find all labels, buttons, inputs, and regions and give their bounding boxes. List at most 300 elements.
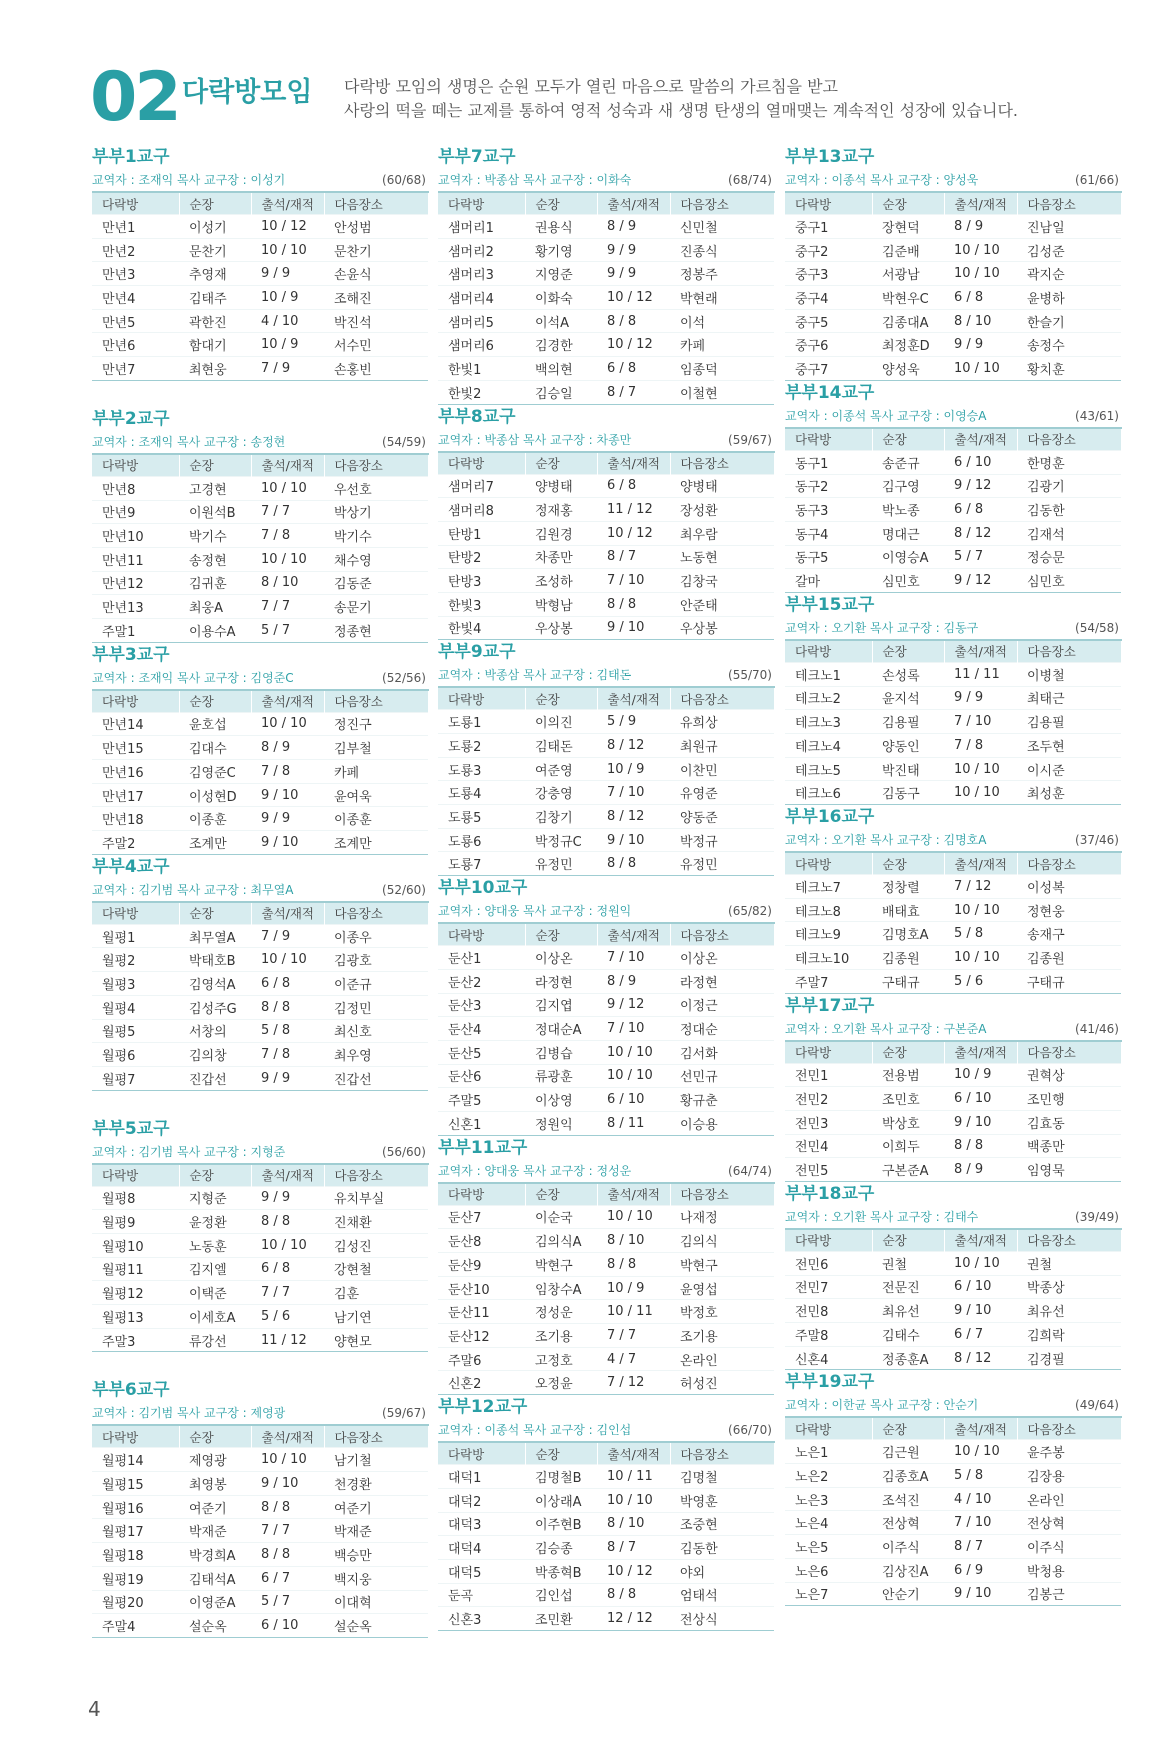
column-header: 출석/재적	[597, 1183, 670, 1206]
cell-next-place: 정현웅	[1017, 898, 1121, 922]
table-row	[438, 828, 774, 852]
cell-next-place: 신민철	[670, 215, 774, 239]
cell-next-place: 김정민	[324, 995, 428, 1019]
group-table	[785, 851, 1122, 993]
cell-leader: 김동구	[872, 781, 944, 805]
group-attendance-total: (64/74)	[728, 1163, 772, 1178]
parish-group	[438, 1136, 774, 1396]
cell-leader: 지형준	[179, 1186, 251, 1210]
parish-group	[785, 994, 1121, 1182]
cell-next-place: 이병철	[1017, 662, 1121, 686]
cell-room: 만년4	[92, 286, 179, 310]
table-row	[92, 972, 428, 996]
column-header: 출석/재적	[251, 454, 324, 477]
cell-next-place: 온라인	[670, 1347, 774, 1371]
table-row	[438, 1276, 774, 1300]
column-header: 출석/재적	[944, 428, 1017, 451]
group-info	[785, 829, 1121, 851]
cell-room: 주말7	[785, 969, 872, 993]
group-info	[92, 169, 428, 191]
group-table	[438, 1441, 775, 1631]
cell-room: 둔산5	[438, 1040, 525, 1064]
cell-leader: 지영준	[525, 262, 597, 286]
section-number: 02	[90, 58, 179, 137]
cell-leader: 김명호A	[872, 922, 944, 946]
parish-group	[92, 643, 428, 855]
cell-attendance: 5 / 8	[944, 922, 1017, 946]
cell-room: 테크노4	[785, 734, 872, 758]
cell-room: 전민6	[785, 1251, 872, 1275]
cell-leader: 김근원	[872, 1440, 944, 1464]
cell-attendance: 6 / 10	[251, 1614, 324, 1638]
column-header: 다락방	[438, 923, 525, 946]
group-table	[438, 451, 775, 641]
cell-next-place: 박현래	[670, 286, 774, 310]
cell-next-place: 박종상	[1017, 1275, 1121, 1299]
cell-room: 주말3	[92, 1328, 179, 1352]
cell-next-place: 최우람	[670, 521, 774, 545]
column-header: 순장	[179, 690, 251, 713]
cell-attendance: 10 / 10	[944, 238, 1017, 262]
cell-room: 전민8	[785, 1299, 872, 1323]
cell-attendance: 10 / 10	[251, 476, 324, 500]
cell-leader: 제영광	[179, 1448, 251, 1472]
column-header: 다락방	[438, 192, 525, 215]
cell-room: 월평16	[92, 1495, 179, 1519]
cell-leader: 황기영	[525, 238, 597, 262]
cell-attendance: 9 / 9	[944, 686, 1017, 710]
cell-attendance: 8 / 8	[597, 1583, 670, 1607]
cell-leader: 차종만	[525, 545, 597, 569]
cell-room: 월평11	[92, 1257, 179, 1281]
cell-leader: 이성기	[179, 215, 251, 239]
cell-room: 테크노8	[785, 898, 872, 922]
cell-next-place: 양병태	[670, 474, 774, 498]
cell-leader: 이상온	[525, 946, 597, 970]
cell-room: 전민5	[785, 1158, 872, 1182]
column-header: 순장	[525, 687, 597, 710]
cell-leader: 우상봉	[525, 616, 597, 640]
table-row	[92, 1472, 428, 1496]
table-row	[92, 595, 428, 619]
table-row	[438, 1253, 774, 1277]
group-table	[92, 191, 429, 381]
column-header: 다음장소	[1017, 1417, 1121, 1440]
table-row	[785, 734, 1121, 758]
table-row	[438, 1111, 774, 1135]
group-table	[92, 1163, 429, 1353]
cell-room: 만년8	[92, 476, 179, 500]
cell-leader: 이상래A	[525, 1488, 597, 1512]
column-header: 순장	[179, 192, 251, 215]
cell-room: 월평15	[92, 1472, 179, 1496]
parish-group	[785, 145, 1121, 381]
table-row	[785, 357, 1121, 381]
cell-attendance: 8 / 8	[944, 1134, 1017, 1158]
cell-next-place: 양현모	[324, 1328, 428, 1352]
cell-leader: 김승종	[525, 1536, 597, 1560]
cell-room: 월평5	[92, 1019, 179, 1043]
group-leaders: 교역자 : 조재익 목사 교구장 : 김영준C	[92, 670, 294, 685]
cell-leader: 김태주	[179, 286, 251, 310]
column-header: 출석/재적	[944, 640, 1017, 663]
column-header: 순장	[525, 1183, 597, 1206]
cell-leader: 함대기	[179, 333, 251, 357]
column-header: 출석/재적	[597, 687, 670, 710]
group-info	[785, 405, 1121, 427]
cell-next-place: 유영준	[670, 781, 774, 805]
group-info	[92, 879, 428, 901]
group-attendance-total: (54/58)	[1075, 620, 1119, 635]
cell-attendance: 10 / 10	[944, 1440, 1017, 1464]
column-header: 순장	[179, 454, 251, 477]
column-header: 순장	[179, 1425, 251, 1448]
table-row	[92, 286, 428, 310]
cell-room: 만년2	[92, 238, 179, 262]
cell-leader: 이용수A	[179, 618, 251, 642]
cell-next-place: 김동한	[670, 1536, 774, 1560]
cell-next-place: 이종훈	[324, 807, 428, 831]
cell-attendance: 8 / 12	[597, 734, 670, 758]
table-row	[785, 946, 1121, 970]
group-table	[785, 1040, 1122, 1182]
table-row	[92, 712, 428, 736]
cell-leader: 김종원	[872, 946, 944, 970]
cell-attendance: 10 / 9	[597, 1276, 670, 1300]
cell-next-place: 윤주봉	[1017, 1440, 1121, 1464]
cell-attendance: 7 / 12	[944, 875, 1017, 899]
column-header: 순장	[872, 1229, 944, 1252]
cell-next-place: 조두현	[1017, 734, 1121, 758]
table-row	[438, 993, 774, 1017]
table-row	[785, 333, 1121, 357]
cell-attendance: 10 / 12	[251, 215, 324, 239]
cell-attendance: 6 / 10	[944, 1275, 1017, 1299]
cell-next-place: 김봉근	[1017, 1582, 1121, 1606]
table-row	[785, 898, 1121, 922]
cell-leader: 김종대A	[872, 309, 944, 333]
cell-next-place: 황치훈	[1017, 357, 1121, 381]
cell-next-place: 심민호	[1017, 569, 1121, 593]
group-title: 부부11교구	[438, 1137, 528, 1158]
cell-next-place: 이승용	[670, 1111, 774, 1135]
cell-attendance: 9 / 9	[944, 333, 1017, 357]
cell-attendance: 7 / 7	[251, 1281, 324, 1305]
cell-next-place: 천경환	[324, 1472, 428, 1496]
cell-leader: 김태돈	[525, 734, 597, 758]
group-title: 부부2교구	[92, 408, 170, 429]
cell-room: 만년18	[92, 807, 179, 831]
column-header: 출석/재적	[597, 923, 670, 946]
cell-attendance: 5 / 9	[597, 710, 670, 734]
group-attendance-total: (41/46)	[1075, 1021, 1119, 1036]
table-row	[785, 1558, 1121, 1582]
table-header-row	[438, 452, 774, 475]
cell-next-place: 구태규	[1017, 969, 1121, 993]
cell-leader: 장현덕	[872, 215, 944, 239]
cell-next-place: 이성복	[1017, 875, 1121, 899]
cell-room: 중구4	[785, 286, 872, 310]
column-header: 다음장소	[670, 687, 774, 710]
cell-attendance: 8 / 10	[597, 1512, 670, 1536]
group-title: 부부1교구	[92, 147, 170, 167]
column-header: 출석/재적	[251, 690, 324, 713]
table-header-row	[785, 852, 1121, 875]
group-info	[438, 169, 774, 191]
cell-attendance: 4 / 7	[597, 1347, 670, 1371]
cell-leader: 최정훈D	[872, 333, 944, 357]
cell-leader: 최유선	[872, 1299, 944, 1323]
table-row	[92, 948, 428, 972]
cell-room: 테크노10	[785, 946, 872, 970]
table-row	[785, 1582, 1121, 1606]
table-row	[785, 1299, 1121, 1323]
cell-next-place: 박정규	[670, 828, 774, 852]
table-row	[785, 1087, 1121, 1111]
cell-attendance: 7 / 9	[251, 357, 324, 381]
table-row	[785, 781, 1121, 805]
table-row	[785, 1134, 1121, 1158]
parish-group	[785, 593, 1121, 805]
table-header-row	[92, 1425, 428, 1448]
cell-room: 월평20	[92, 1590, 179, 1614]
cell-leader: 이택준	[179, 1281, 251, 1305]
cell-next-place: 손홍빈	[324, 357, 428, 381]
cell-room: 테크노6	[785, 781, 872, 805]
table-row	[785, 1346, 1121, 1370]
cell-next-place: 조계만	[324, 831, 428, 855]
cell-attendance: 10 / 10	[944, 946, 1017, 970]
table-header-row	[785, 1229, 1121, 1252]
group-info	[438, 1419, 774, 1441]
cell-leader: 조석진	[872, 1487, 944, 1511]
table-row	[92, 783, 428, 807]
cell-room: 노은2	[785, 1464, 872, 1488]
cell-attendance: 8 / 7	[597, 380, 670, 404]
cell-next-place: 유치부실	[324, 1186, 428, 1210]
group-leaders: 교역자 : 오기환 목사 교구장 : 김태수	[785, 1209, 979, 1224]
cell-leader: 박진태	[872, 757, 944, 781]
cell-next-place: 이대혁	[324, 1590, 428, 1614]
table-row	[438, 1465, 774, 1489]
cell-room: 대덕3	[438, 1512, 525, 1536]
table-row	[438, 1371, 774, 1395]
cell-attendance: 9 / 9	[251, 1186, 324, 1210]
parish-group	[785, 805, 1121, 993]
cell-leader: 김태수	[872, 1323, 944, 1347]
cell-next-place: 김광호	[324, 948, 428, 972]
cell-leader: 고정호	[525, 1347, 597, 1371]
table-row	[92, 357, 428, 381]
table-row	[785, 545, 1121, 569]
cell-attendance: 7 / 8	[944, 734, 1017, 758]
cell-next-place: 박진석	[324, 309, 428, 333]
cell-attendance: 9 / 9	[597, 262, 670, 286]
cell-room: 동구2	[785, 474, 872, 498]
group-attendance-total: (60/68)	[382, 173, 426, 187]
table-header-row	[438, 1442, 774, 1465]
cell-leader: 명대근	[872, 521, 944, 545]
cell-attendance: 6 / 8	[597, 474, 670, 498]
column-right	[785, 145, 1121, 1606]
column-header: 다락방	[92, 192, 179, 215]
cell-leader: 박태호B	[179, 948, 251, 972]
cell-room: 샘머리4	[438, 286, 525, 310]
cell-leader: 김대수	[179, 736, 251, 760]
table-row	[438, 1512, 774, 1536]
table-row	[785, 922, 1121, 946]
column-header: 출석/재적	[944, 1041, 1017, 1064]
group-title: 부부10교구	[438, 878, 528, 899]
cell-next-place: 야외	[670, 1559, 774, 1583]
cell-attendance: 6 / 8	[251, 972, 324, 996]
cell-next-place: 김효동	[1017, 1110, 1121, 1134]
group-leaders: 교역자 : 오기환 목사 교구장 : 구본준A	[785, 1021, 987, 1036]
cell-next-place: 김명철	[670, 1465, 774, 1489]
cell-attendance: 7 / 10	[597, 946, 670, 970]
cell-next-place: 이찬민	[670, 757, 774, 781]
cell-leader: 송준규	[872, 450, 944, 474]
cell-leader: 김창기	[525, 805, 597, 829]
cell-next-place: 송재구	[1017, 922, 1121, 946]
cell-leader: 박상호	[872, 1110, 944, 1134]
cell-attendance: 10 / 10	[944, 781, 1017, 805]
table-row	[785, 474, 1121, 498]
cell-attendance: 8 / 8	[597, 852, 670, 876]
cell-leader: 구태규	[872, 969, 944, 993]
cell-leader: 이영준A	[179, 1590, 251, 1614]
cell-next-place: 권혁상	[1017, 1063, 1121, 1087]
cell-next-place: 진갑선	[324, 1066, 428, 1090]
table-row	[92, 924, 428, 948]
table-row	[438, 616, 774, 640]
cell-room: 샘머리2	[438, 238, 525, 262]
cell-room: 노은1	[785, 1440, 872, 1464]
cell-attendance: 7 / 10	[597, 1017, 670, 1041]
cell-leader: 배태효	[872, 898, 944, 922]
parish-group	[438, 1395, 774, 1631]
cell-attendance: 10 / 11	[597, 1300, 670, 1324]
cell-leader: 노동훈	[179, 1233, 251, 1257]
cell-next-place: 여준기	[324, 1495, 428, 1519]
cell-attendance: 9 / 10	[251, 831, 324, 855]
cell-next-place: 김경필	[1017, 1346, 1121, 1370]
cell-next-place: 송정수	[1017, 333, 1121, 357]
table-row	[785, 286, 1121, 310]
group-leaders: 교역자 : 오기환 목사 교구장 : 김명호A	[785, 833, 987, 848]
cell-leader: 김준배	[872, 238, 944, 262]
cell-attendance: 8 / 8	[597, 592, 670, 616]
cell-next-place: 설순옥	[324, 1614, 428, 1638]
group-info	[438, 429, 774, 451]
cell-room: 만년7	[92, 357, 179, 381]
cell-leader: 박현우C	[872, 286, 944, 310]
parish-group	[438, 640, 774, 876]
cell-attendance: 8 / 12	[597, 805, 670, 829]
group-table	[92, 901, 429, 1091]
table-header-row	[438, 923, 774, 946]
cell-room: 샘머리3	[438, 262, 525, 286]
table-header-row	[92, 690, 428, 713]
cell-room: 둔산2	[438, 969, 525, 993]
cell-attendance: 10 / 12	[597, 286, 670, 310]
group-table	[785, 1416, 1122, 1606]
cell-room: 만년15	[92, 736, 179, 760]
cell-room: 전민4	[785, 1134, 872, 1158]
cell-leader: 전문진	[872, 1275, 944, 1299]
cell-attendance: 10 / 12	[597, 333, 670, 357]
column-header: 다락방	[92, 1164, 179, 1187]
cell-room: 둔산3	[438, 993, 525, 1017]
column-header: 다음장소	[1017, 1041, 1121, 1064]
column-header: 출석/재적	[944, 1229, 1017, 1252]
column-header: 다음장소	[670, 1442, 774, 1465]
cell-attendance: 10 / 10	[251, 1448, 324, 1472]
table-row	[785, 238, 1121, 262]
cell-room: 노은5	[785, 1535, 872, 1559]
cell-attendance: 8 / 9	[944, 215, 1017, 239]
cell-next-place: 강현철	[324, 1257, 428, 1281]
table-header-row	[92, 902, 428, 925]
cell-attendance: 10 / 9	[251, 286, 324, 310]
cell-attendance: 8 / 10	[597, 1229, 670, 1253]
cell-leader: 설순옥	[179, 1614, 251, 1638]
column-header: 다락방	[785, 1229, 872, 1252]
group-leaders: 교역자 : 김기범 목사 교구장 : 최무열A	[92, 882, 294, 897]
table-row	[92, 1590, 428, 1614]
cell-leader: 이상영	[525, 1088, 597, 1112]
group-leaders: 교역자 : 조재익 목사 교구장 : 송정현	[92, 434, 286, 449]
group-leaders: 교역자 : 박종삼 목사 교구장 : 이화숙	[438, 173, 632, 187]
cell-room: 도룡1	[438, 710, 525, 734]
group-attendance-total: (59/67)	[728, 432, 772, 447]
cell-room: 대덕4	[438, 1536, 525, 1560]
cell-attendance: 10 / 11	[597, 1465, 670, 1489]
table-row	[785, 1464, 1121, 1488]
cell-leader: 양동인	[872, 734, 944, 758]
group-table	[438, 1182, 775, 1396]
cell-attendance: 6 / 8	[944, 286, 1017, 310]
cell-room: 월평1	[92, 924, 179, 948]
cell-next-place: 박영훈	[670, 1488, 774, 1512]
parish-group	[438, 876, 774, 1136]
table-row	[785, 262, 1121, 286]
section-description	[344, 75, 1018, 123]
cell-attendance: 9 / 12	[944, 474, 1017, 498]
cell-next-place: 이종우	[324, 924, 428, 948]
cell-room: 동구1	[785, 450, 872, 474]
group-table	[785, 639, 1122, 805]
cell-attendance: 5 / 8	[944, 1464, 1017, 1488]
cell-next-place: 김재석	[1017, 521, 1121, 545]
group-table	[438, 922, 775, 1136]
column-header: 다음장소	[324, 902, 428, 925]
table-row	[438, 1064, 774, 1088]
cell-next-place: 이시준	[1017, 757, 1121, 781]
table-row	[92, 995, 428, 1019]
cell-room: 중구1	[785, 215, 872, 239]
cell-leader: 조성하	[525, 569, 597, 593]
table-row	[785, 1158, 1121, 1182]
table-row	[438, 1088, 774, 1112]
group-attendance-total: (52/56)	[382, 670, 426, 685]
column-middle	[438, 145, 774, 1631]
table-row	[92, 547, 428, 571]
table-row	[438, 238, 774, 262]
table-row	[92, 1043, 428, 1067]
table-row	[438, 569, 774, 593]
section-header	[90, 58, 1090, 142]
